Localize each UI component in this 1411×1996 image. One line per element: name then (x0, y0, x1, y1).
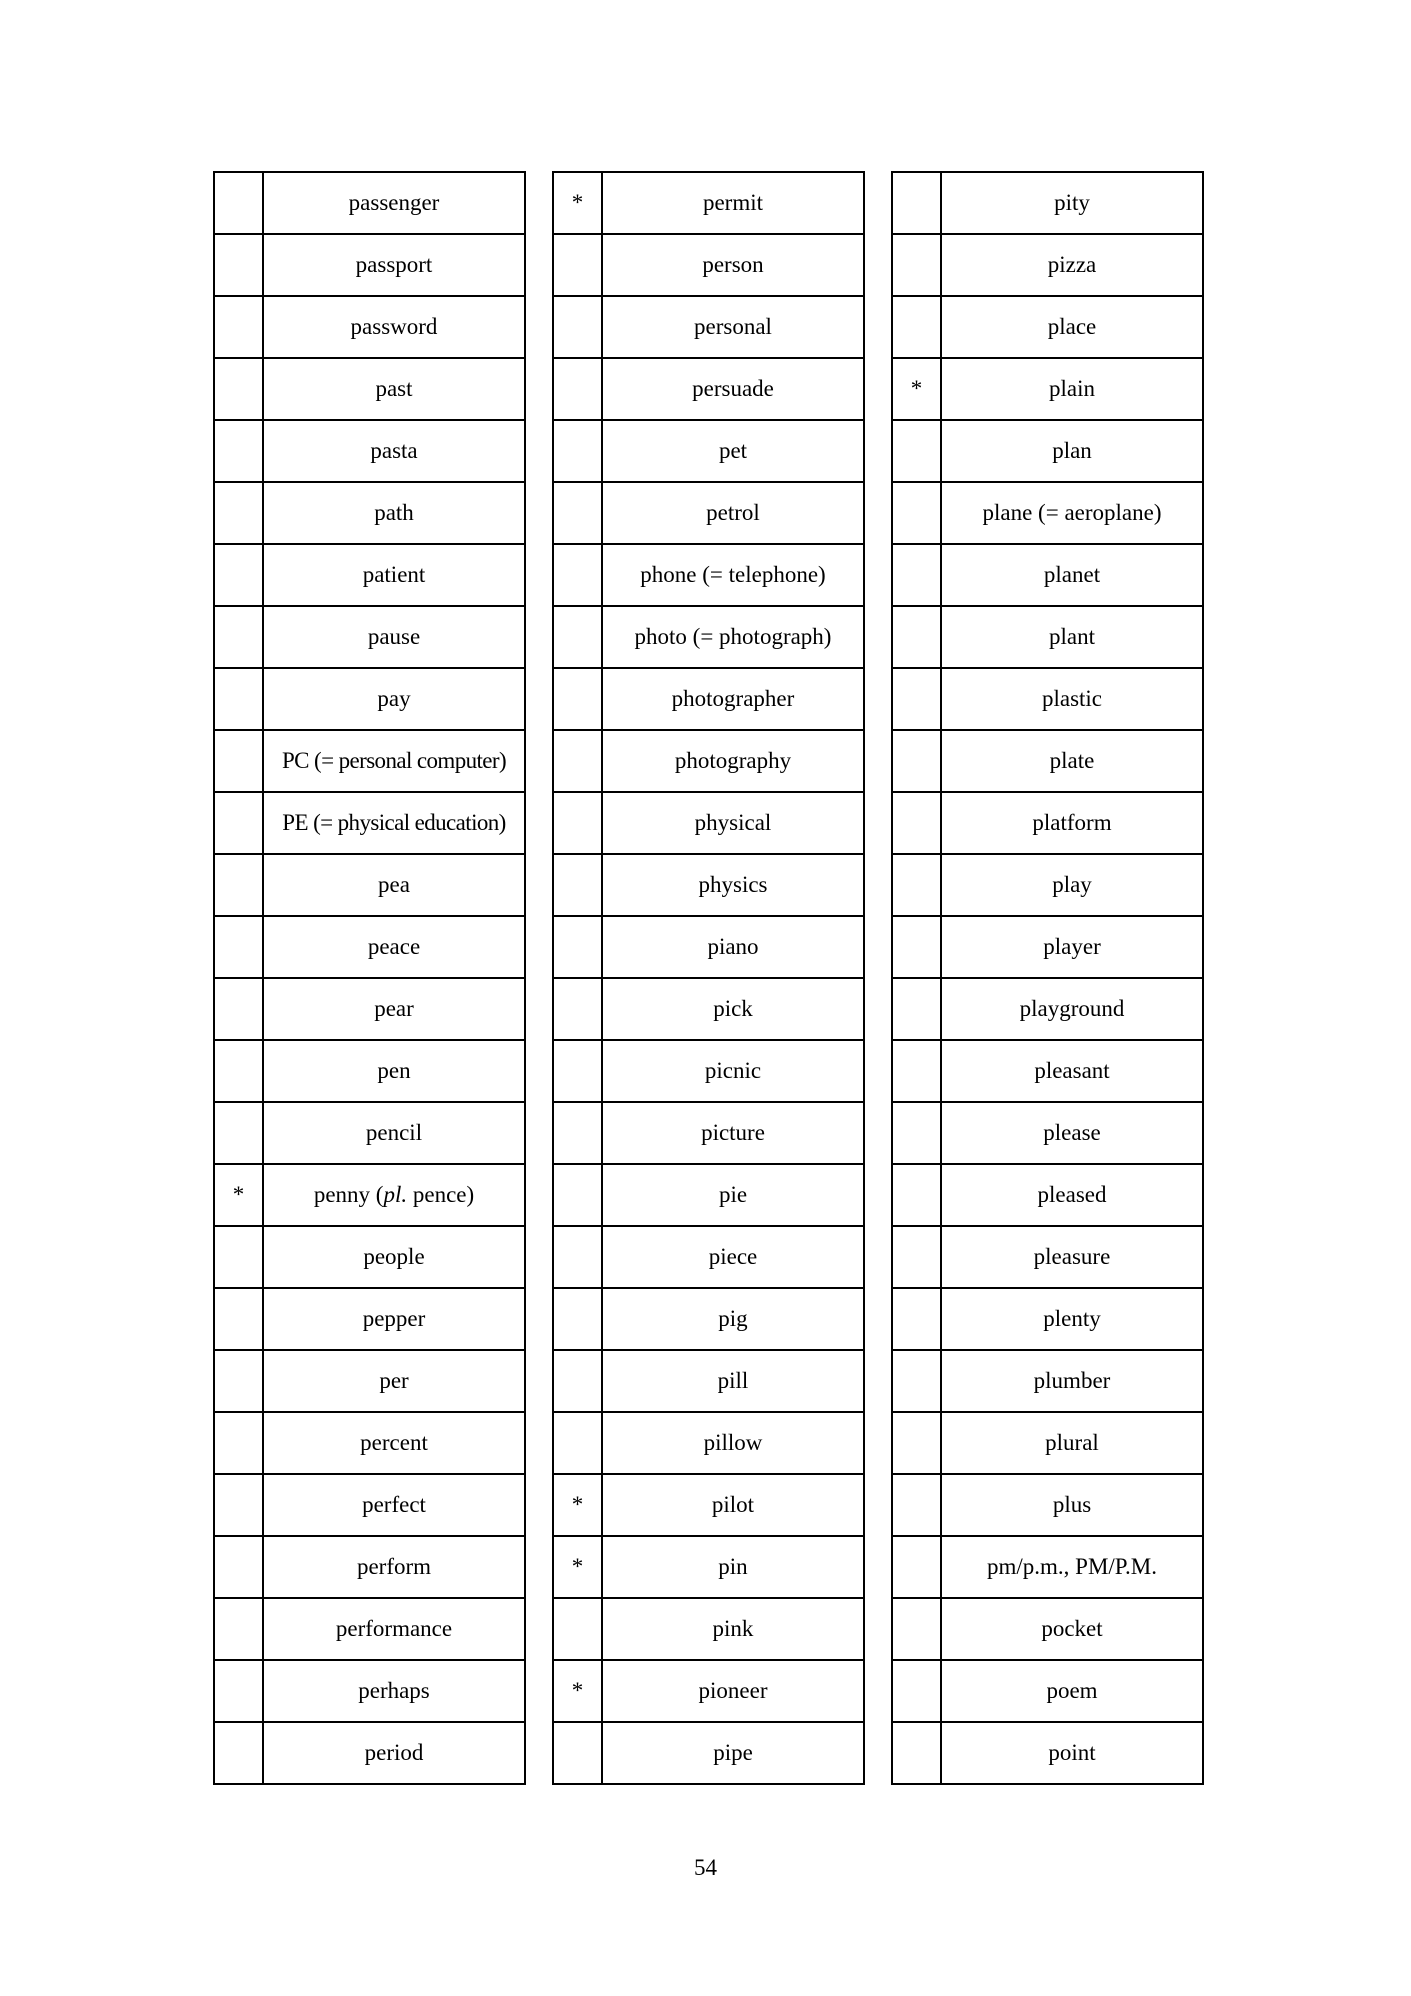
table-row (214, 916, 525, 978)
asterisk-mark-cell (553, 1350, 602, 1412)
table-row (892, 1350, 1203, 1412)
asterisk-mark-cell (553, 1040, 602, 1102)
asterisk-mark-cell (214, 358, 263, 420)
word-cell: pleasure (941, 1226, 1203, 1288)
word-cell: physical (602, 792, 864, 854)
table-row (892, 1660, 1203, 1722)
asterisk-mark-cell (892, 792, 941, 854)
asterisk-mark-cell (892, 172, 941, 234)
word-cell: pepper (263, 1288, 525, 1350)
asterisk-mark-cell (892, 1474, 941, 1536)
word-cell: perhaps (263, 1660, 525, 1722)
word-cell: perfect (263, 1474, 525, 1536)
table-row (553, 544, 864, 606)
asterisk-mark-cell (214, 482, 263, 544)
asterisk-mark-cell (214, 1350, 263, 1412)
word-cell: peace (263, 916, 525, 978)
asterisk-mark-cell (892, 854, 941, 916)
asterisk-mark-cell (892, 482, 941, 544)
asterisk-mark-cell (892, 1536, 941, 1598)
word-table-column-3 (891, 171, 1204, 1785)
asterisk-mark-cell (553, 978, 602, 1040)
asterisk-mark-cell (553, 296, 602, 358)
table-row (553, 420, 864, 482)
asterisk-mark-cell (553, 1102, 602, 1164)
word-cell: pause (263, 606, 525, 668)
asterisk-mark-cell (553, 606, 602, 668)
asterisk-mark-cell (214, 1040, 263, 1102)
asterisk-mark-cell (553, 1722, 602, 1784)
page-number: 54 (694, 1855, 717, 1880)
asterisk-mark-cell (214, 606, 263, 668)
asterisk-mark-cell (892, 916, 941, 978)
word-cell: playground (941, 978, 1203, 1040)
table-row (892, 544, 1203, 606)
word-cell: permit (602, 172, 864, 234)
table-row (553, 978, 864, 1040)
asterisk-mark-cell (553, 730, 602, 792)
word-cell: person (602, 234, 864, 296)
table-row (892, 1412, 1203, 1474)
word-cell: pie (602, 1164, 864, 1226)
table-row (553, 668, 864, 730)
word-cell: pay (263, 668, 525, 730)
table-row (892, 916, 1203, 978)
word-cell: plain (941, 358, 1203, 420)
table-row (553, 1412, 864, 1474)
asterisk-mark-cell: * (553, 1474, 602, 1536)
table-row (214, 544, 525, 606)
word-cell: pig (602, 1288, 864, 1350)
asterisk-mark-cell (892, 1598, 941, 1660)
word-cell: pm/p.m., PM/P.M. (941, 1536, 1203, 1598)
word-cell: pasta (263, 420, 525, 482)
word-cell: plastic (941, 668, 1203, 730)
word-cell: PE (= physical education) (263, 792, 525, 854)
asterisk-mark-cell: * (553, 1536, 602, 1598)
word-cell: piano (602, 916, 864, 978)
table-row (214, 296, 525, 358)
word-cell: pen (263, 1040, 525, 1102)
asterisk-mark-cell (553, 916, 602, 978)
asterisk-mark-cell (892, 1722, 941, 1784)
word-cell: plan (941, 420, 1203, 482)
word-cell: pizza (941, 234, 1203, 296)
asterisk-mark-cell: * (553, 1660, 602, 1722)
asterisk-mark-cell (892, 1164, 941, 1226)
word-cell: performance (263, 1598, 525, 1660)
table-row (892, 1288, 1203, 1350)
table-row (553, 1102, 864, 1164)
word-cell: period (263, 1722, 525, 1784)
word-cell: pioneer (602, 1660, 864, 1722)
asterisk-mark-cell (892, 234, 941, 296)
table-row (214, 358, 525, 420)
word-text-part: pence) (407, 1182, 475, 1207)
asterisk-mark-cell (214, 1226, 263, 1288)
table-row (892, 296, 1203, 358)
word-cell (263, 1164, 525, 1226)
word-cell: play (941, 854, 1203, 916)
word-cell: pipe (602, 1722, 864, 1784)
table-row (214, 1350, 525, 1412)
table-row (553, 792, 864, 854)
word-cell: patient (263, 544, 525, 606)
word-cell: photo (= photograph) (602, 606, 864, 668)
table-row (892, 1226, 1203, 1288)
word-cell: passport (263, 234, 525, 296)
table-row (214, 1536, 525, 1598)
word-cell: point (941, 1722, 1203, 1784)
word-table-column-1 (213, 171, 526, 1785)
table-row (553, 234, 864, 296)
table-row (553, 1226, 864, 1288)
word-cell: pencil (263, 1102, 525, 1164)
asterisk-mark-cell (214, 544, 263, 606)
asterisk-mark-cell (553, 1412, 602, 1474)
table-row (553, 854, 864, 916)
word-cell: pocket (941, 1598, 1203, 1660)
table-row (892, 1164, 1203, 1226)
asterisk-mark-cell (892, 1226, 941, 1288)
asterisk-mark-cell (214, 1288, 263, 1350)
word-cell: poem (941, 1660, 1203, 1722)
word-cell: plant (941, 606, 1203, 668)
word-cell: place (941, 296, 1203, 358)
word-cell: plural (941, 1412, 1203, 1474)
table-row (892, 1040, 1203, 1102)
table-row (553, 1474, 864, 1536)
asterisk-mark-cell (892, 1040, 941, 1102)
asterisk-mark-cell (214, 296, 263, 358)
asterisk-mark-cell (892, 1412, 941, 1474)
table-row (214, 1288, 525, 1350)
table-row (553, 1536, 864, 1598)
table-row (892, 978, 1203, 1040)
table-row (553, 1350, 864, 1412)
word-cell: passenger (263, 172, 525, 234)
word-cell: pink (602, 1598, 864, 1660)
asterisk-mark-cell (214, 1412, 263, 1474)
table-row (892, 792, 1203, 854)
asterisk-mark-cell (553, 1226, 602, 1288)
word-cell: planet (941, 544, 1203, 606)
asterisk-mark-cell (553, 358, 602, 420)
word-cell: photography (602, 730, 864, 792)
word-cell: per (263, 1350, 525, 1412)
word-cell: password (263, 296, 525, 358)
table-row (553, 172, 864, 234)
asterisk-mark-cell (214, 792, 263, 854)
table-row (553, 296, 864, 358)
table-row (214, 792, 525, 854)
word-cell: path (263, 482, 525, 544)
asterisk-mark-cell (553, 668, 602, 730)
asterisk-mark-cell (214, 1722, 263, 1784)
word-cell: physics (602, 854, 864, 916)
table-row (892, 1598, 1203, 1660)
word-cell: percent (263, 1412, 525, 1474)
asterisk-mark-cell (892, 978, 941, 1040)
asterisk-mark-cell (214, 916, 263, 978)
table-row (214, 1660, 525, 1722)
word-cell: pick (602, 978, 864, 1040)
table-row (553, 1288, 864, 1350)
table-row (214, 978, 525, 1040)
table-row (214, 730, 525, 792)
table-row (892, 1722, 1203, 1784)
table-row (214, 1040, 525, 1102)
table-row (214, 1722, 525, 1784)
table-row (892, 1536, 1203, 1598)
asterisk-mark-cell (553, 792, 602, 854)
table-row (214, 1598, 525, 1660)
asterisk-mark-cell (553, 482, 602, 544)
table-row (892, 358, 1203, 420)
table-row (214, 172, 525, 234)
word-cell: plane (= aeroplane) (941, 482, 1203, 544)
asterisk-mark-cell (892, 1350, 941, 1412)
table-row (553, 916, 864, 978)
table-row (553, 1598, 864, 1660)
word-cell: platform (941, 792, 1203, 854)
table-row (214, 1412, 525, 1474)
asterisk-mark-cell (553, 234, 602, 296)
word-italic-part: pl. (383, 1182, 408, 1207)
table-row (214, 1102, 525, 1164)
word-cell: plumber (941, 1350, 1203, 1412)
table-row (892, 234, 1203, 296)
word-cell: phone (= telephone) (602, 544, 864, 606)
table-row (892, 1474, 1203, 1536)
table-row (892, 730, 1203, 792)
asterisk-mark-cell (214, 1536, 263, 1598)
asterisk-mark-cell (553, 420, 602, 482)
word-cell: plus (941, 1474, 1203, 1536)
word-cell: piece (602, 1226, 864, 1288)
asterisk-mark-cell: * (214, 1164, 263, 1226)
word-cell: PC (= personal computer) (263, 730, 525, 792)
asterisk-mark-cell (214, 1660, 263, 1722)
asterisk-mark-cell: * (892, 358, 941, 420)
table-row (214, 854, 525, 916)
table-row (892, 172, 1203, 234)
asterisk-mark-cell (214, 1474, 263, 1536)
word-cell: petrol (602, 482, 864, 544)
word-cell: pilot (602, 1474, 864, 1536)
asterisk-mark-cell (892, 1660, 941, 1722)
table-row (892, 1102, 1203, 1164)
asterisk-mark-cell (892, 544, 941, 606)
table-row (214, 482, 525, 544)
word-text-part: penny ( (313, 1182, 384, 1207)
asterisk-mark-cell (214, 668, 263, 730)
asterisk-mark-cell (214, 172, 263, 234)
asterisk-mark-cell (892, 420, 941, 482)
table-row (553, 1660, 864, 1722)
table-row (214, 606, 525, 668)
table-row (553, 358, 864, 420)
word-cell: picture (602, 1102, 864, 1164)
asterisk-mark-cell (892, 730, 941, 792)
table-row (553, 1722, 864, 1784)
asterisk-mark-cell (892, 296, 941, 358)
asterisk-mark-cell (892, 1288, 941, 1350)
word-cell: pleased (941, 1164, 1203, 1226)
asterisk-mark-cell (553, 1598, 602, 1660)
word-cell: pill (602, 1350, 864, 1412)
asterisk-mark-cell (214, 420, 263, 482)
word-cell: personal (602, 296, 864, 358)
table-row (553, 606, 864, 668)
table-row (214, 420, 525, 482)
table-row (892, 420, 1203, 482)
word-cell: player (941, 916, 1203, 978)
table-row (553, 1040, 864, 1102)
asterisk-mark-cell (214, 978, 263, 1040)
table-row (214, 668, 525, 730)
asterisk-mark-cell: * (553, 172, 602, 234)
word-cell: plenty (941, 1288, 1203, 1350)
asterisk-mark-cell (892, 668, 941, 730)
table-row (892, 854, 1203, 916)
word-cell: pin (602, 1536, 864, 1598)
asterisk-mark-cell (214, 730, 263, 792)
table-row (214, 1226, 525, 1288)
asterisk-mark-cell (214, 234, 263, 296)
table-row (214, 1164, 525, 1226)
table-row (892, 668, 1203, 730)
table-row (553, 482, 864, 544)
asterisk-mark-cell (214, 1102, 263, 1164)
word-cell: picnic (602, 1040, 864, 1102)
word-cell: pleasant (941, 1040, 1203, 1102)
asterisk-mark-cell (892, 606, 941, 668)
asterisk-mark-cell (553, 544, 602, 606)
asterisk-mark-cell (892, 1102, 941, 1164)
table-row (553, 1164, 864, 1226)
word-cell: pear (263, 978, 525, 1040)
word-cell: people (263, 1226, 525, 1288)
table-row (214, 1474, 525, 1536)
word-cell: pillow (602, 1412, 864, 1474)
table-row (214, 234, 525, 296)
asterisk-mark-cell (553, 1288, 602, 1350)
word-cell: persuade (602, 358, 864, 420)
word-cell: past (263, 358, 525, 420)
word-cell: pet (602, 420, 864, 482)
word-cell: pity (941, 172, 1203, 234)
table-row (892, 606, 1203, 668)
word-cell: please (941, 1102, 1203, 1164)
word-cell: pea (263, 854, 525, 916)
word-cell: plate (941, 730, 1203, 792)
asterisk-mark-cell (214, 1598, 263, 1660)
table-row (553, 730, 864, 792)
asterisk-mark-cell (553, 1164, 602, 1226)
asterisk-mark-cell (553, 854, 602, 916)
word-table-column-2 (552, 171, 865, 1785)
word-cell: perform (263, 1536, 525, 1598)
asterisk-mark-cell (214, 854, 263, 916)
word-cell: photographer (602, 668, 864, 730)
table-row (892, 482, 1203, 544)
